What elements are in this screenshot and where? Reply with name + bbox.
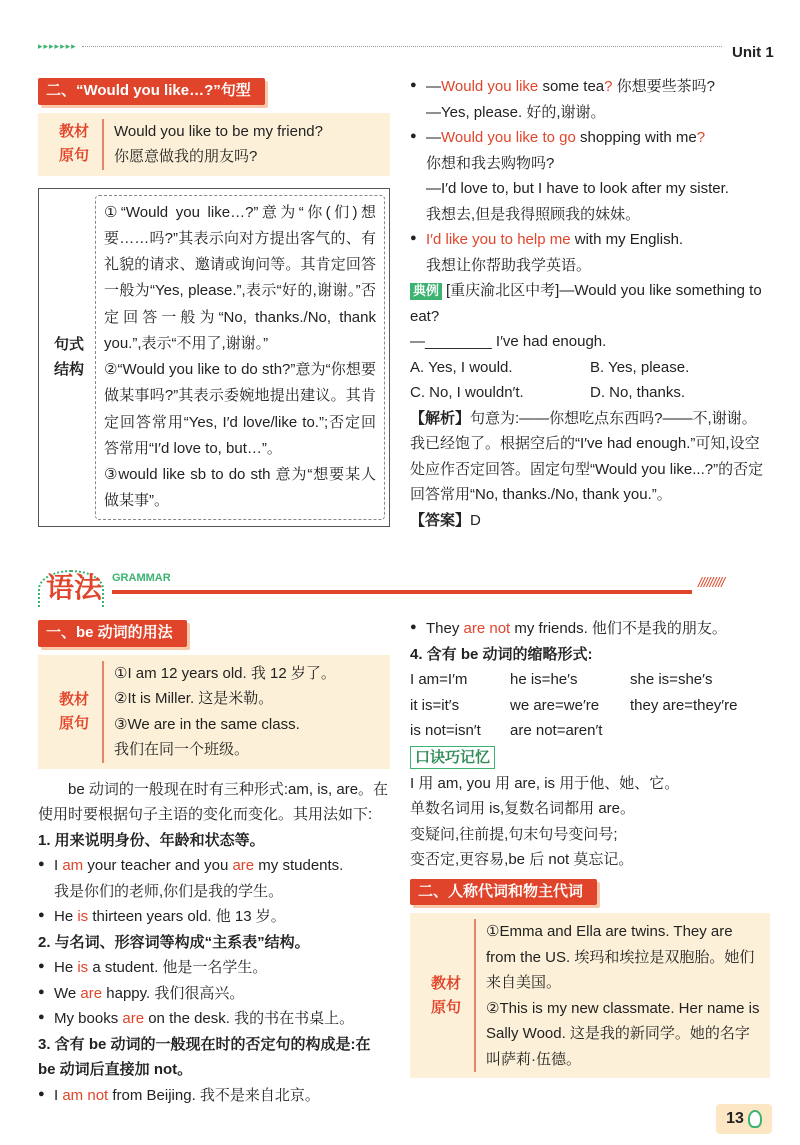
tag-line: 结构 [53, 361, 84, 378]
bullet-icon: ● [38, 985, 45, 998]
textbook-original-tag [46, 119, 104, 170]
option-d: D. No, thanks. [590, 384, 686, 401]
example-tag: 典例 [410, 283, 442, 300]
unit-label: Unit 1 [732, 44, 774, 61]
be-verb-section [38, 620, 390, 1108]
tag-line: 教材 [430, 974, 461, 992]
highlight: are [232, 857, 255, 874]
highlight: am [62, 857, 84, 874]
bullet-icon: ● [410, 232, 417, 244]
textbook-original-box [38, 655, 390, 769]
example-2-response-cn: 我想去,但是我得照顾我的妹妹。 [426, 205, 641, 223]
contraction: they are=they′re [630, 696, 738, 714]
bullet-icon: ● [410, 130, 417, 142]
answer-text: D [470, 511, 481, 529]
text: — [426, 78, 441, 95]
bullet-icon: ● [38, 858, 45, 870]
bullet-icon: ● [38, 960, 45, 972]
header-dotted-line [82, 46, 722, 47]
text: He [54, 908, 78, 925]
contraction-row [410, 693, 770, 719]
highlight: are [80, 984, 103, 1002]
text: thirteen years old. 他 13 岁。 [88, 908, 286, 925]
highlight: I′d like you to help me [426, 231, 571, 248]
text: with my English. [570, 231, 684, 248]
contraction: are not=aren′t [510, 722, 603, 739]
example-2-response: —I′d love to, but I have to look after my sister. [426, 180, 729, 197]
example-1-response: —Yes, please. 好的,谢谢。 [426, 103, 606, 121]
text: my students. [254, 857, 344, 874]
highlight: Would you like to go [441, 129, 576, 146]
be-intro: be 动词的一般现在时有三种形式:am, is, are。在使用时要根据句子主语的变化而变化。其用法如下: [38, 780, 389, 823]
example-1 [410, 74, 770, 100]
textbook-original-box [38, 113, 390, 176]
bullet-icon: ● [38, 1087, 45, 1100]
grammar-slashes: ///////// [698, 574, 725, 590]
sentence-structure-box [38, 188, 390, 527]
be-example [38, 981, 390, 1007]
tag-line: 原句 [58, 714, 89, 732]
option-c: C. No, I wouldn′t. [410, 384, 524, 401]
original-sentence: ③We are in the same class. [114, 715, 300, 733]
be-example [410, 616, 770, 642]
highlight: Would you like [441, 78, 539, 95]
example-2 [410, 125, 770, 151]
memory-line: 单数名词用 is,复数名词都用 are。 [410, 800, 636, 817]
tag-line: 原句 [58, 147, 89, 164]
header-arrow-dots: ▸▸▸▸▸▸▸ [38, 41, 77, 51]
bullet-icon: ● [410, 79, 417, 91]
example-2-cn: 你想和我去购物吗? [426, 154, 555, 172]
question-blank: —________ I′ve had enough. [410, 333, 607, 350]
original-sentence-cn: 你愿意做我的朋友吗? [114, 148, 258, 165]
text: your teacher and you [83, 857, 233, 874]
highlight: am not [62, 1086, 109, 1104]
be-example [38, 955, 390, 981]
contraction: it is=it′s [410, 696, 460, 714]
text: — [426, 129, 441, 146]
original-sentence: ②This is my new classmate. Her name is Sally Wood. 这是我的新同学。她的名字叫萨莉·伍德。 [486, 999, 760, 1068]
text: 你想要些茶吗? [612, 78, 716, 95]
structure-tag [43, 195, 95, 520]
contraction: he is=he′s [510, 671, 578, 688]
contraction: is not=isn′t [410, 722, 481, 739]
text: I [54, 1086, 63, 1104]
rule-heading-3: 3. 含有 be 动词的一般现在时的否定句的构成是:在 be 动词后直接加 not。 [38, 1035, 371, 1078]
tag-line: 原句 [430, 998, 461, 1016]
original-sentence-en: Would you like to be my friend? [114, 122, 323, 140]
structure-point-1: ①“Would you like…?”意为“你(们)想要……吗?”其表示向对方提出客气的、有礼貌的请求、邀请或询问等。其肯定回答一般为“Yes, please.”,表示“好的,谢谢。”否定回答一般为“No, thanks./No, thank you.”,表示“不用了,谢谢。” [104, 203, 376, 352]
grammar-rule-line [112, 590, 692, 594]
text: on the desk. 我的书在书桌上。 [144, 1010, 355, 1027]
question-text: [重庆渝北区中考]—Would you like something to eat? [410, 282, 762, 325]
rule-heading-4: 4. 含有 be 动词的缩略形式: [410, 645, 593, 663]
contraction-row [410, 718, 770, 744]
text: They [426, 620, 464, 637]
contraction: I am=I′m [410, 671, 468, 688]
original-sentence: ①I am 12 years old. 我 12 岁了。 [114, 664, 336, 682]
answer-label: 【答案】 [410, 511, 471, 529]
be-example [38, 1083, 390, 1109]
textbook-original-box [410, 913, 770, 1078]
text: a student. 他是一名学生。 [88, 959, 268, 976]
text: happy. 我们很高兴。 [102, 984, 245, 1002]
pronoun-title-wrap [410, 879, 770, 906]
example-3-cn: 我想让你帮助我学英语。 [426, 256, 592, 274]
page-number: 13 [726, 1110, 744, 1128]
option-a: A. Yes, I would. [410, 358, 513, 376]
text: my friends. 他们不是我的朋友。 [510, 620, 727, 637]
memory-line: 变否定,更容易,be 后 not 莫忘记。 [410, 851, 634, 868]
structure-point-3: ③would like sb to do sth 意为“想要某人做某事”。 [104, 466, 376, 510]
highlight: are not [463, 620, 511, 637]
be-example [38, 904, 390, 930]
page-number-badge [716, 1104, 772, 1134]
contraction: we are=we′re [510, 696, 600, 714]
exam-question [410, 278, 770, 329]
analysis-label: 【解析】 [410, 409, 471, 427]
tag-line: 教材 [58, 123, 89, 140]
contractions-column [410, 616, 770, 1078]
grammar-en-label: GRAMMAR [112, 572, 171, 584]
examples-column [410, 74, 770, 533]
contraction: she is=she′s [630, 671, 713, 688]
original-sentence: ②It is Miller. 这是米勒。 [114, 690, 274, 707]
tag-line: 句式 [53, 335, 84, 353]
memory-tip-tag: 口诀巧记忆 [410, 746, 495, 769]
original-sentence: 我们在同一个班级。 [114, 741, 250, 758]
text: from Beijing. 我不是来自北京。 [108, 1086, 320, 1104]
textbook-original-tag [46, 661, 104, 763]
text: some tea [538, 78, 605, 95]
contraction-row [410, 667, 770, 693]
be-example [38, 853, 390, 879]
textbook-original-tag [418, 919, 476, 1072]
section-title: 二、人称代词和物主代词 [410, 879, 597, 906]
balloon-icon [748, 1110, 762, 1128]
original-sentence: ①Emma and Ella are twins. They are from the US. 埃玛和埃拉是双胞胎。她们来自美国。 [486, 923, 755, 991]
be-example [38, 1006, 390, 1032]
highlight: is [77, 908, 89, 925]
answer-options [410, 355, 770, 406]
tag-line: 教材 [58, 690, 89, 708]
section-title: 一、be 动词的用法 [38, 620, 187, 647]
highlight: ? [604, 78, 613, 95]
rule-heading-1: 1. 用来说明身份、年龄和状态等。 [38, 831, 265, 849]
text: My books [54, 1010, 123, 1027]
grammar-banner [38, 568, 762, 610]
option-b: B. Yes, please. [590, 358, 690, 376]
text: shopping with me [575, 129, 697, 146]
answer [410, 508, 770, 534]
text: I [54, 857, 63, 874]
bullet-icon: ● [38, 909, 45, 921]
text: We [54, 984, 81, 1002]
structure-point-2: ②“Would you like to do sth?”意为“你想要做某事吗?”其表示委婉地提出建议。其肯定回答常用“Yes, I′d love/like to.”;否定回答常用“I′d love to, but…”。 [104, 361, 376, 457]
highlight: are [122, 1010, 145, 1027]
grammar-title: 语法 [46, 571, 103, 604]
memory-line: 变疑问,往前提,句末句号变问号; [410, 825, 618, 843]
example-3 [410, 227, 770, 253]
section-title: 二、“Would you like…?”句型 [38, 78, 265, 105]
memory-line: I 用 am, you 用 are, is 用于他、她、它。 [410, 774, 680, 792]
rule-heading-2: 2. 与名词、形容词等构成“主系表”结构。 [38, 933, 310, 951]
bullet-icon: ● [410, 621, 417, 633]
would-you-like-section [38, 78, 390, 527]
bullet-icon: ● [38, 1011, 45, 1023]
highlight: ? [696, 129, 706, 146]
analysis-text: 句意为:——你想吃点东西吗?——不,谢谢。我已经饱了。根据空后的“I′ve had enough.”可知,设空处应作否定回答。固定句型“Would you like...?”的否定回答常用“No, thanks./No, thank you.”。 [410, 409, 764, 503]
be-example-cn: 我是你们的老师,你们是我的学生。 [54, 882, 284, 900]
analysis [410, 406, 770, 508]
text: He [54, 959, 78, 976]
highlight: is [77, 959, 89, 976]
